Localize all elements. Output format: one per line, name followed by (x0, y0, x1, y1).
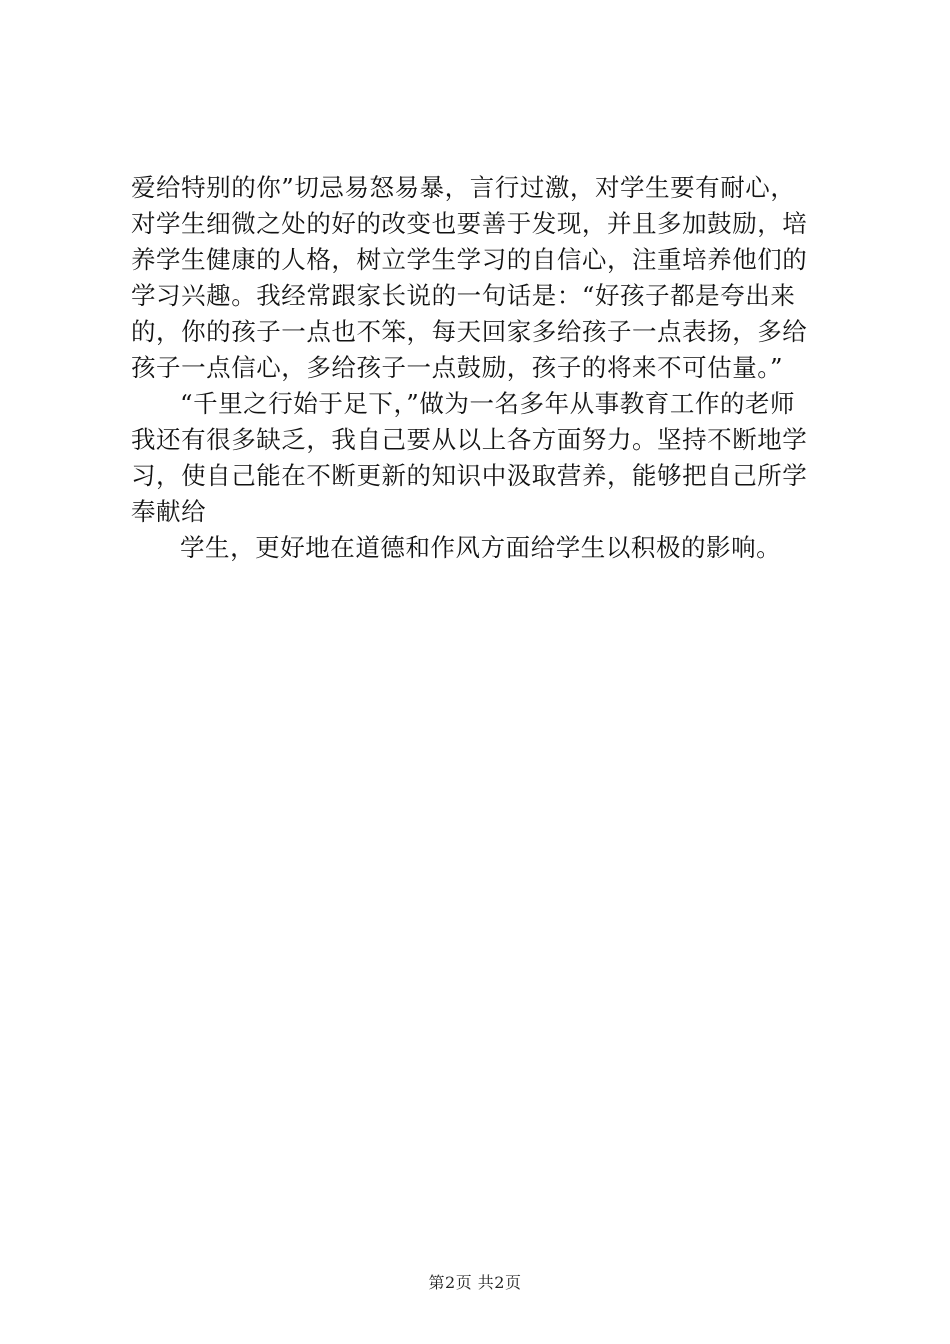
paragraph-first-line: 学生，更好地在道德和作风方面给学生以积极的影响。 (180, 533, 782, 562)
body-text-line: 养学生健康的人格，树立学生学习的自信心，注重培养他们的 (131, 245, 808, 274)
body-text-line: 对学生细微之处的好的改变也要善于发现，并且多加鼓励，培 (131, 209, 808, 238)
document-body (131, 170, 831, 566)
body-text-line: 的，你的孩子一点也不笨，每天回家多给孩子一点表扬，多给 (131, 317, 808, 346)
body-text-line: 我还有很多缺乏，我自己要从以上各方面努力。坚持不断地学 (131, 425, 808, 454)
paragraph-first-line: “千里之行始于足下，”做为一名多年从事教育工作的老师 (180, 389, 796, 418)
body-text-line: 奉献给 (131, 497, 207, 526)
body-text-line: 孩子一点信心，多给孩子一点鼓励，孩子的将来不可估量。” (131, 353, 784, 382)
body-text-line: 爱给特别的你”切忌易怒易暴，言行过激，对学生要有耐心， (131, 173, 796, 202)
page-footer: 第2页 共2页 (428, 1273, 522, 1292)
body-text-line: 习，使自己能在不断更新的知识中汲取营养，能够把自己所学 (131, 461, 808, 490)
body-text-line: 学习兴趣。我经常跟家长说的一句话是：“好孩子都是夸出来 (131, 281, 796, 310)
